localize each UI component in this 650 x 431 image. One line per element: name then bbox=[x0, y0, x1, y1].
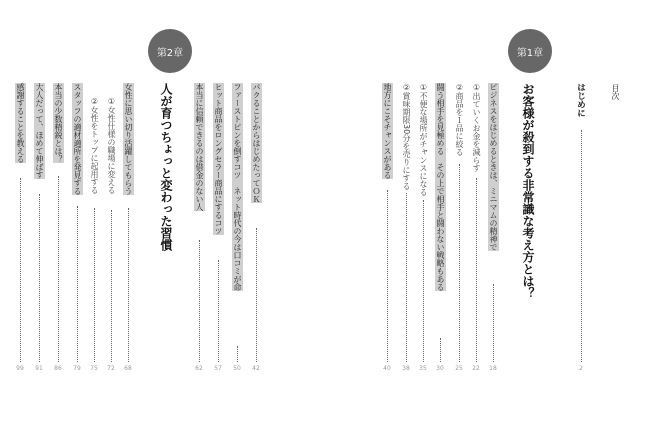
toc-leader bbox=[440, 338, 441, 362]
toc-page: 18 bbox=[489, 365, 497, 372]
toc-leader bbox=[199, 240, 200, 362]
toc-leader bbox=[94, 208, 95, 362]
toc-entry-text: ファーストピンを倒すコツ ネット時代の今は口コミが命 bbox=[233, 83, 242, 291]
toc-entry[interactable] bbox=[252, 83, 260, 203]
toc-page: 22 bbox=[472, 365, 480, 372]
toc-leader bbox=[39, 194, 40, 362]
toc-page: 25 bbox=[455, 365, 463, 372]
toc-page: 99 bbox=[16, 365, 24, 372]
toc-entry[interactable] bbox=[90, 97, 98, 194]
toc-page: 30 bbox=[436, 365, 444, 372]
intro-page: 2 bbox=[579, 365, 583, 372]
toc-entry[interactable] bbox=[214, 83, 222, 235]
toc-leader bbox=[459, 164, 460, 362]
toc-page: 91 bbox=[35, 365, 43, 372]
toc-leader bbox=[493, 284, 494, 362]
toc-page: 79 bbox=[73, 365, 81, 372]
toc-entry-text: ビジネスをはじめるときは、ミニマムの精神で bbox=[489, 83, 498, 251]
toc-entry-text: ①女性仕様の職場に変える bbox=[107, 97, 116, 194]
toc-entry-text: ②賞味期限30分を売りにする bbox=[402, 83, 411, 191]
toc-leader bbox=[20, 178, 21, 362]
toc-page: 57 bbox=[214, 365, 222, 372]
chapter2-number: 第2章 bbox=[156, 47, 184, 59]
toc-entry[interactable] bbox=[383, 83, 391, 179]
toc-entry[interactable] bbox=[419, 83, 427, 196]
toc-entry-text: ①出ていくお金を減らす bbox=[472, 83, 481, 172]
toc-entry-text: パクることからはじめたってＯＫ bbox=[252, 83, 261, 203]
toc-entry-text: 感謝することを教える bbox=[16, 83, 25, 163]
toc-entry[interactable] bbox=[233, 83, 241, 291]
toc-entry[interactable] bbox=[489, 83, 497, 251]
toc-leader bbox=[256, 228, 257, 362]
toc-page: 38 bbox=[402, 365, 410, 372]
toc-page: 75 bbox=[90, 365, 98, 372]
toc-entry[interactable] bbox=[472, 83, 480, 172]
toc-entry-text: 地方にこそチャンスがある bbox=[383, 83, 392, 179]
intro-entry[interactable]: はじめに bbox=[575, 83, 586, 117]
toc-entry-text: ②女性をトップに起用する bbox=[90, 97, 99, 194]
toc-entry-text: 本当の少数精鋭とは？ bbox=[54, 83, 63, 163]
chapter2-title: 人が育つちょっと変わった習慣 bbox=[159, 83, 173, 251]
toc-entry-text: 女性に思い切り活躍してもらう bbox=[124, 83, 133, 195]
toc-page: 50 bbox=[233, 365, 241, 372]
toc-page: 68 bbox=[124, 365, 132, 372]
toc-entry-text: 本当に信頼できるのは借金のない人 bbox=[195, 83, 204, 211]
toc-page: 72 bbox=[107, 365, 115, 372]
toc-entry[interactable] bbox=[35, 83, 43, 179]
toc-page: 62 bbox=[195, 365, 203, 372]
toc-entry[interactable] bbox=[124, 83, 132, 195]
toc-leader bbox=[58, 176, 59, 362]
toc-leader bbox=[111, 210, 112, 362]
toc-entry[interactable] bbox=[73, 83, 81, 195]
toc-leader bbox=[77, 206, 78, 362]
toc-page: 42 bbox=[252, 365, 260, 372]
toc-leader bbox=[406, 193, 407, 362]
toc-entry[interactable] bbox=[54, 83, 62, 163]
toc-entry-text: 大人だって、ほめて伸ばす bbox=[35, 83, 44, 179]
toc-page: 86 bbox=[54, 365, 62, 372]
toc-leader bbox=[128, 208, 129, 362]
toc-entry-text: ①不便な場所がチャンスになる bbox=[419, 83, 428, 196]
toc-entry-text: スタッフの適材適所を発見する bbox=[73, 83, 82, 195]
toc-entry-text: ヒット商品をロングセラー商品にするコツ bbox=[214, 83, 223, 235]
chapter1-number: 第1章 bbox=[516, 47, 544, 59]
toc-entry[interactable] bbox=[107, 97, 115, 194]
toc-entry[interactable] bbox=[436, 83, 444, 291]
toc-entry[interactable] bbox=[16, 83, 24, 163]
toc-entry-text: ②商品を１品に絞る bbox=[455, 83, 464, 156]
toc-entry[interactable] bbox=[195, 83, 203, 211]
chapter1-badge bbox=[508, 29, 552, 73]
toc-entry-text: 闘う相手を見極める その上で相手と闘わない戦略もある bbox=[436, 83, 445, 291]
toc-leader bbox=[423, 200, 424, 362]
toc-leader bbox=[387, 190, 388, 362]
chapter2-badge bbox=[148, 29, 192, 73]
chapter1-title: お客様が殺到する非常識な考え方とは？ bbox=[521, 83, 535, 299]
toc-page: 35 bbox=[419, 365, 427, 372]
toc-label: 目次 bbox=[611, 84, 620, 100]
toc-leader bbox=[476, 178, 477, 362]
intro-leader bbox=[581, 130, 582, 362]
toc-entry[interactable] bbox=[402, 83, 410, 190]
toc-entry[interactable] bbox=[455, 83, 463, 156]
toc-page: 40 bbox=[383, 365, 391, 372]
toc-leader bbox=[237, 346, 238, 362]
toc-leader bbox=[218, 260, 219, 362]
